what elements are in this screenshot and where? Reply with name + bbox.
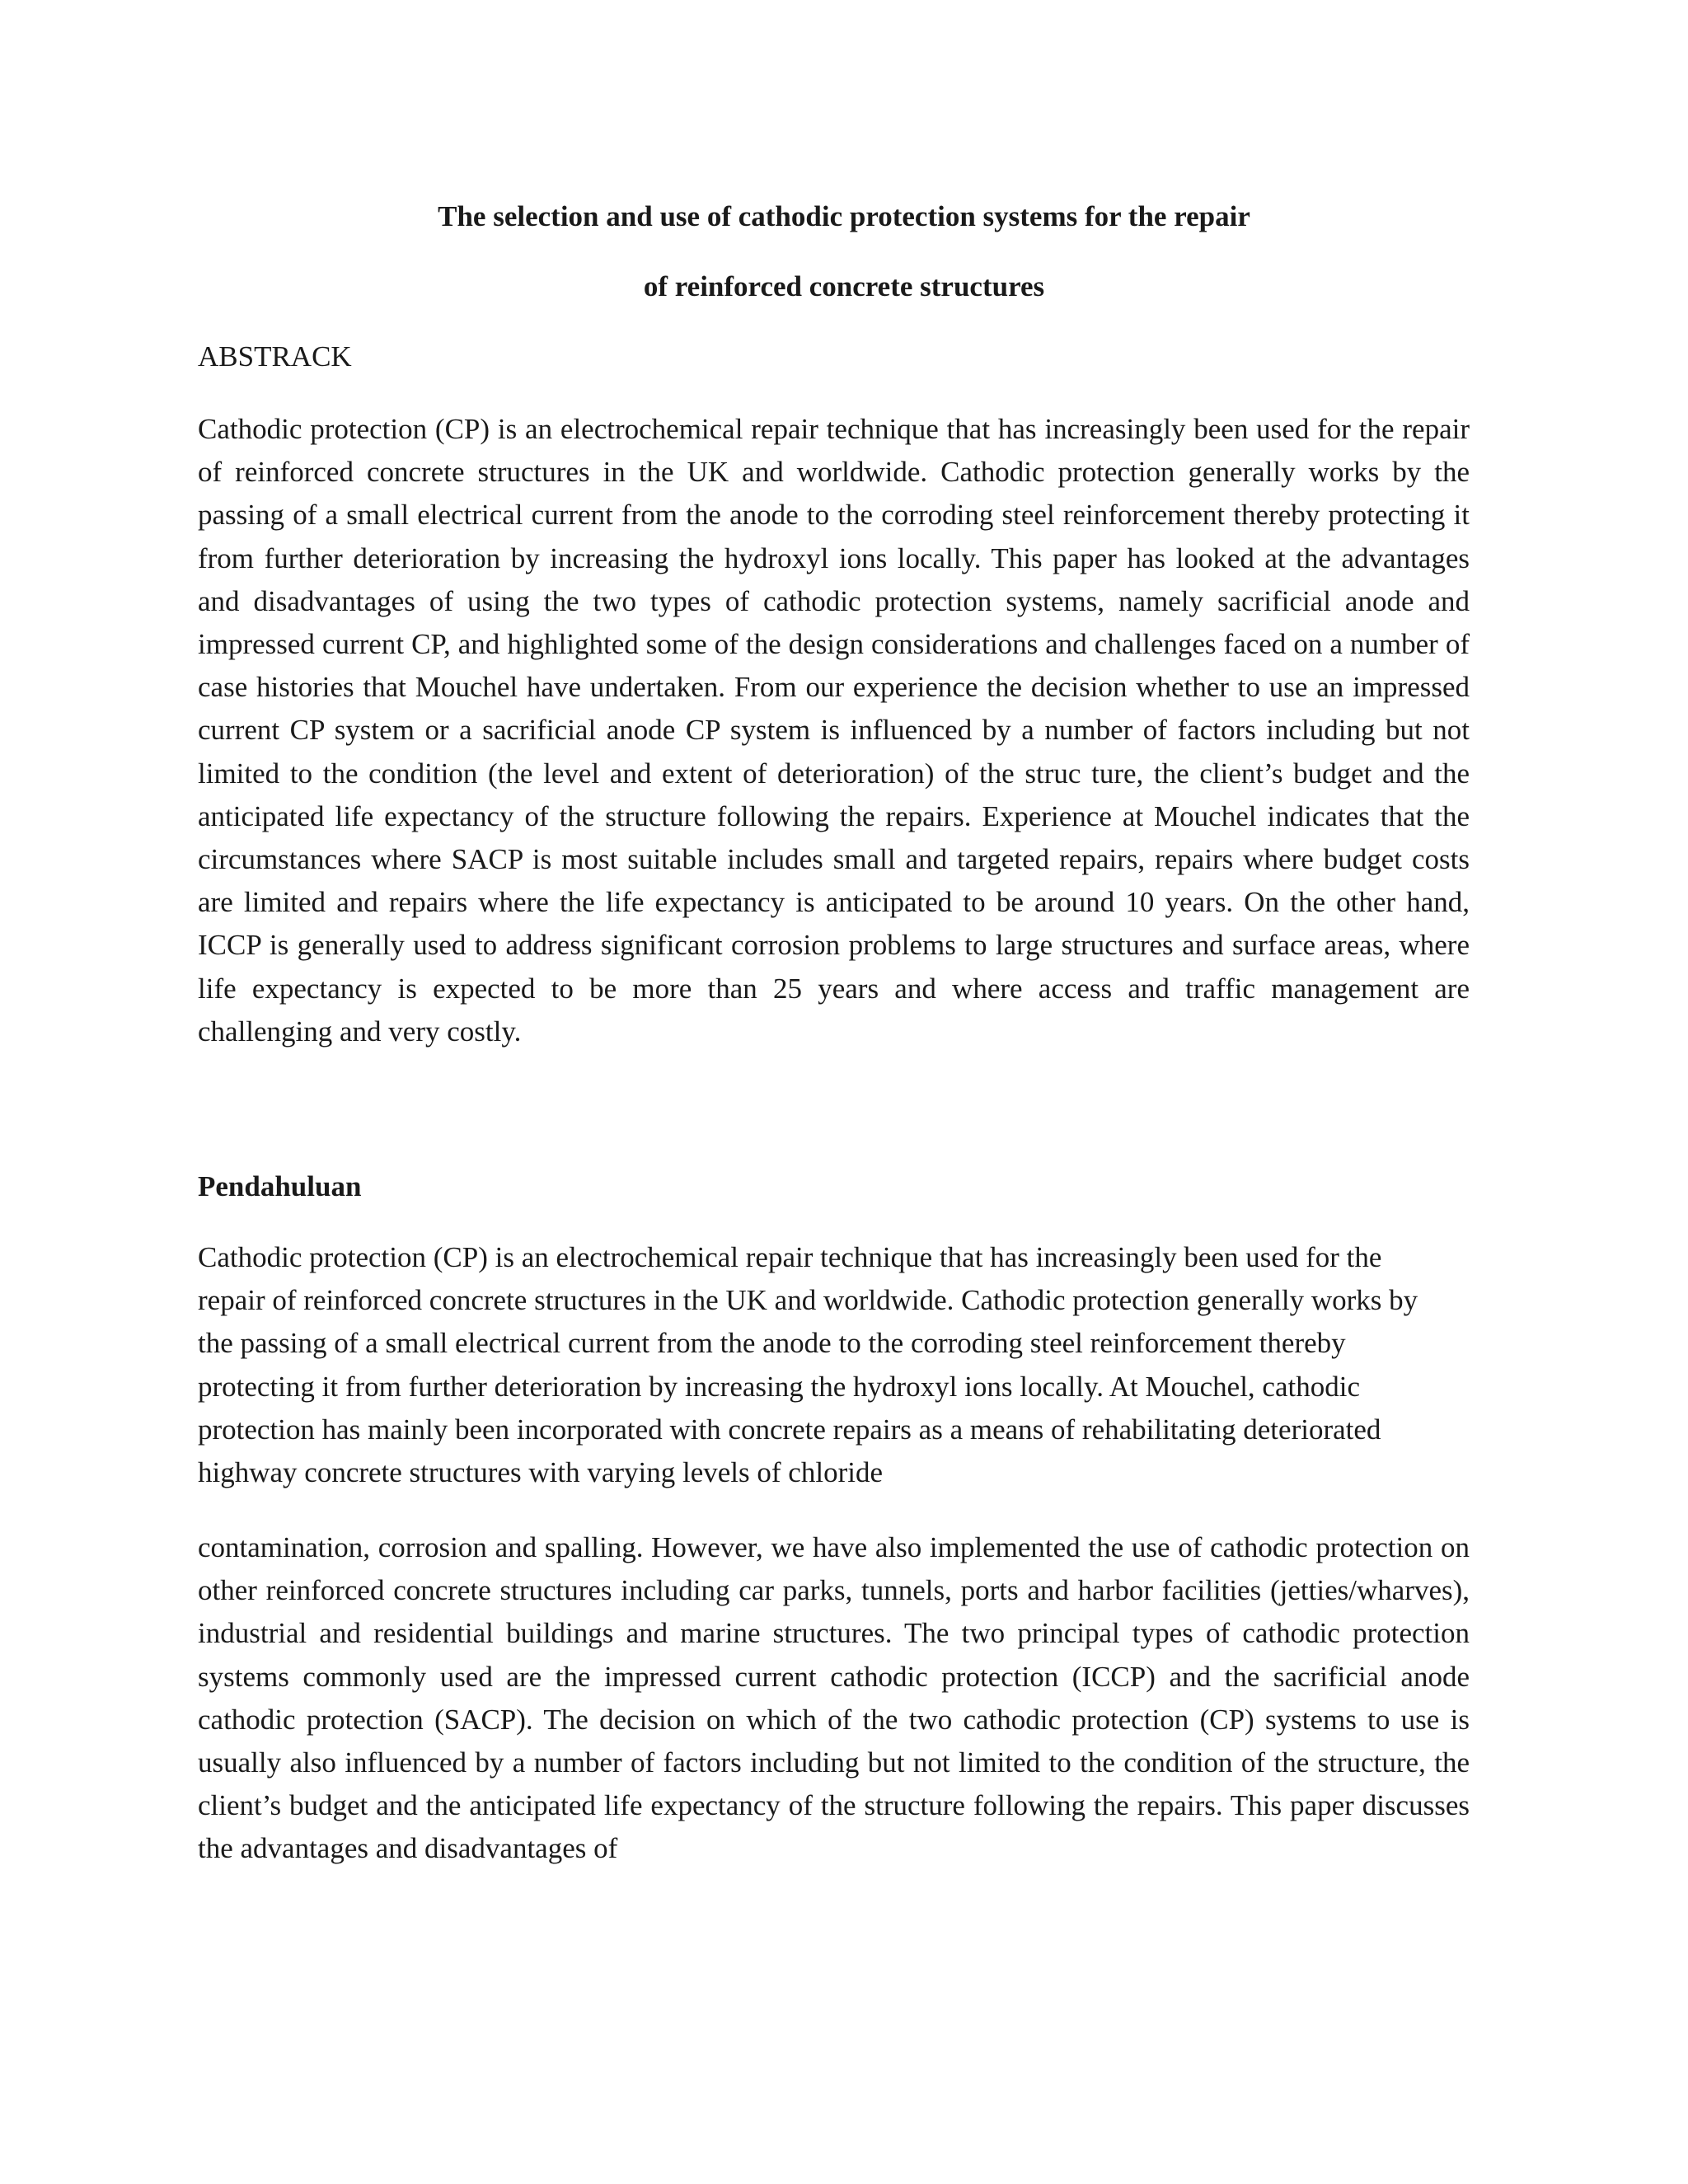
abstract-paragraph: Cathodic protection (CP) is an electrochemical repair technique that has increasingly been used for the repair of reinforced concrete structures in the UK and worldwide. Cathodic protection generally works by the passing of a small electrical current from the anode to the corroding steel reinforcement thereby protecting it from further deterioration by increasing the hydroxyl ions locally. This paper has looked at the advantages and disadvantages of using the two types of cathodic protection systems, namely sacrificial anode and impressed current CP, and highlighted some of the design considerations and challenges faced on a number of case histories that Mouchel have undertaken. From our experience the decision whether to use an impressed current CP system or a sacrificial anode CP system is influenced by a number of factors including but not limited to the condition (the level and extent of deterioration) of the struc ture, the client’s budget and the anticipated life expectancy of the structure following the repairs. Experience at Mouchel indicates that the circumstances where SACP is most suitable includes small and targeted repairs, repairs where budget costs are limited and repairs where the life expectancy is anticipated to be around 10 years. On the other hand, ICCP is generally used to address significant corrosion problems to large structures and surface areas, where life expectancy is expected to be more than 25 years and where access and traffic management are challenging and very costly. xyxy=(198,413,1470,1047)
document-title-line-2: of reinforced concrete structures xyxy=(643,270,1045,302)
intro-paragraph-2: contamination, corrosion and spalling. However, we have also implemented the use of cathodic protection on other reinforced concrete structures including car parks, tunnels, ports and harbor facilities (jetties/wharves), industrial and residential buildings and marine structures. The two principal types of cathodic protection systems commonly used are the impressed current cathodic protection (ICCP) and the sacrificial anode cathodic protection (SACP). The decision on which of the two cathodic protection (CP) systems to use is usually also influenced by a number of factors including but not limited to the condition of the structure, the client’s budget and the anticipated life expectancy of the structure following the repairs. This paper discusses the advantages and disadvantages of xyxy=(198,1531,1470,1865)
document-title-line-1: The selection and use of cathodic protection systems for the repair xyxy=(438,200,1250,232)
intro-paragraph-1: Cathodic protection (CP) is an electrochemical repair technique that has increasingly been used for the repair of reinforced concrete structures in the UK and worldwide. Cathodic protection generally works by the passing of a small electrical current from the anode to the corroding steel reinforcement thereby protecting it from further deterioration by increasing the hydroxyl ions locally. At Mouchel, cathodic protection has mainly been incorporated with concrete repairs as a means of rehabilitating deteriorated highway concrete structures with varying levels of chloride xyxy=(198,1241,1418,1489)
intro-heading: Pendahuluan xyxy=(198,1170,362,1202)
abstract-heading: ABSTRACK xyxy=(198,340,352,373)
